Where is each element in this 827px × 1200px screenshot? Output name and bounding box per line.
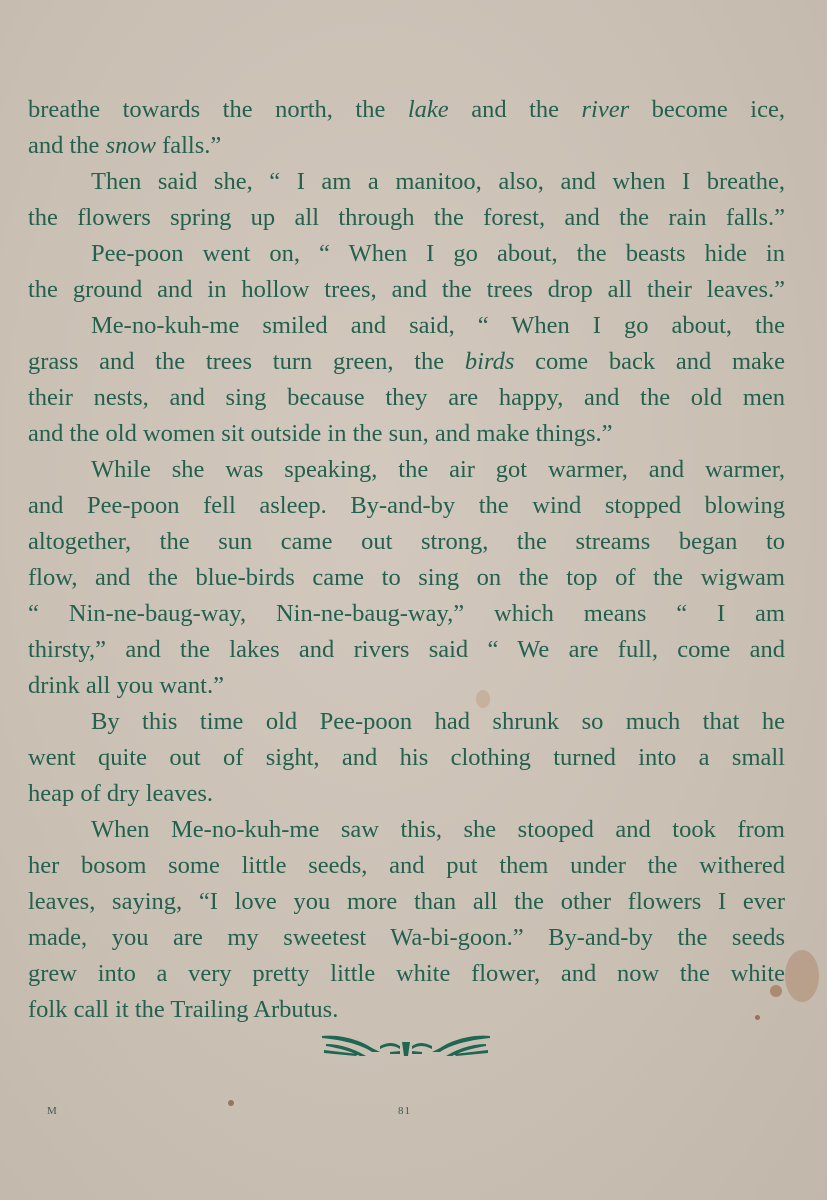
signature-mark: M xyxy=(47,1105,58,1117)
text-line xyxy=(28,488,785,524)
text-run: leaves, saying, “I love you more than all the other flowers I ever xyxy=(28,888,785,915)
text-line xyxy=(28,416,785,452)
text-line xyxy=(28,956,785,992)
text-line xyxy=(28,236,785,272)
text-line xyxy=(28,740,785,776)
text-line xyxy=(28,812,785,848)
text-run: and the xyxy=(448,96,582,123)
text-run: “ Nin-ne-baug-way, Nin-ne-baug-way,” which means “ I am xyxy=(28,600,785,627)
text-run: breathe towards the north, the xyxy=(28,96,408,123)
text-line xyxy=(28,164,785,200)
text-run: and the xyxy=(28,132,106,159)
text-run: drink all you want.” xyxy=(28,672,224,699)
text-run: their nests, and sing because they are happy, and the old men xyxy=(28,384,785,411)
text-line xyxy=(28,524,785,560)
stain-mark xyxy=(755,1015,760,1020)
text-run: Pee-poon went on, “ When I go about, the beasts hide in xyxy=(91,240,785,267)
text-run: thirsty,” and the lakes and rivers said “ We are full, come and xyxy=(28,636,785,663)
stain-mark xyxy=(770,985,782,997)
text-line xyxy=(28,632,785,668)
text-line xyxy=(28,308,785,344)
text-line xyxy=(28,776,785,812)
text-run: When Me-no-kuh-me saw this, she stooped and took from xyxy=(91,816,785,843)
text-run: While she was speaking, the air got warmer, and warmer, xyxy=(91,456,785,483)
text-line xyxy=(28,920,785,956)
text-line xyxy=(28,668,785,704)
page-number: 81 xyxy=(398,1105,411,1117)
text-run: made, you are my sweetest Wa-bi-goon.” By-and-by the seeds xyxy=(28,924,785,951)
text-line xyxy=(28,560,785,596)
text-run: falls.” xyxy=(155,132,222,159)
stain-mark xyxy=(228,1100,234,1106)
text-run: the ground and in hollow trees, and the trees drop all their leaves.” xyxy=(28,276,785,303)
italic-word: river xyxy=(581,96,630,123)
italic-word: birds xyxy=(464,348,515,375)
text-run: and the old women sit outside in the sun, and make things.” xyxy=(28,420,613,447)
text-line xyxy=(28,884,785,920)
text-line xyxy=(28,452,785,488)
text-run: altogether, the sun came out strong, the streams began to xyxy=(28,528,785,555)
text-line xyxy=(28,848,785,884)
text-line xyxy=(28,380,785,416)
text-run: and Pee-poon fell asleep. By-and-by the wind stopped blowing xyxy=(28,492,785,519)
stain-mark xyxy=(476,690,490,708)
italic-word: snow xyxy=(105,132,156,159)
text-run: folk call it the Trailing Arbutus. xyxy=(28,996,339,1023)
text-run: the flowers spring up all through the forest, and the rain falls.” xyxy=(28,204,785,231)
text-line xyxy=(28,92,785,128)
text-run: flow, and the blue-birds came to sing on the top of the wigwam xyxy=(28,564,785,591)
text-line xyxy=(28,596,785,632)
text-run: Me-no-kuh-me smiled and said, “ When I go about, the xyxy=(91,312,785,339)
text-run: Then said she, “ I am a manitoo, also, and when I breathe, xyxy=(91,168,785,195)
text-run: her bosom some little seeds, and put them under the withered xyxy=(28,852,785,879)
text-run: become ice, xyxy=(629,96,785,123)
text-line xyxy=(28,128,785,164)
text-run: By this time old Pee-poon had shrunk so much that he xyxy=(91,708,785,735)
text-run: grass and the trees turn green, the xyxy=(28,348,465,375)
text-line xyxy=(28,272,785,308)
italic-word: lake xyxy=(407,96,449,123)
text-run: went quite out of sight, and his clothing turned into a small xyxy=(28,744,785,771)
text-line xyxy=(28,704,785,740)
text-line xyxy=(28,992,785,1028)
stain-mark xyxy=(785,950,819,1002)
story-text xyxy=(28,92,785,1028)
text-line xyxy=(28,200,785,236)
tailpiece-ornament-icon xyxy=(320,1030,492,1060)
text-run: heap of dry leaves. xyxy=(28,780,214,807)
text-line xyxy=(28,344,785,380)
text-run: come back and make xyxy=(514,348,786,375)
text-run: grew into a very pretty little white flower, and now the white xyxy=(28,960,785,987)
